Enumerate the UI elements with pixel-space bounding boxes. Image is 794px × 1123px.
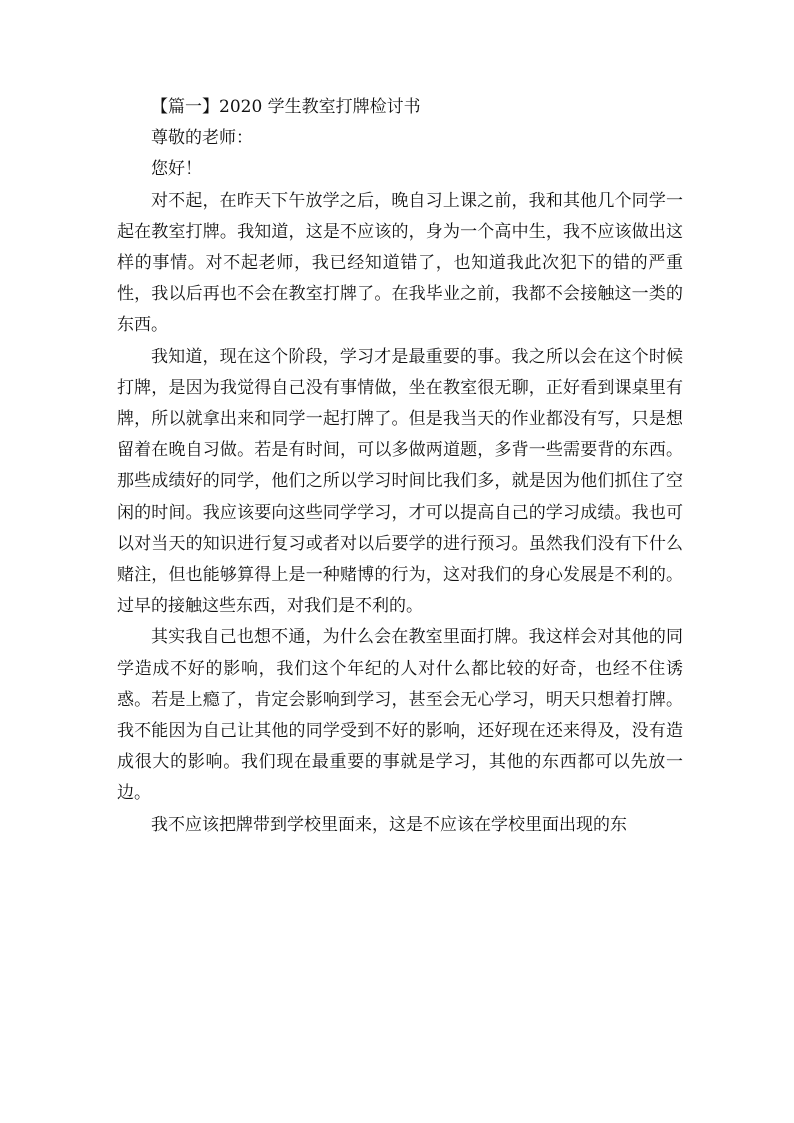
paragraph-3: 其实我自己也想不通，为什么会在教室里面打牌。我这样会对其他的同学造成不好的影响，我们这个年纪的人对什么都比较的好奇，也经不住诱惑。若是上瘾了，肯定会影响到学习，甚至会无心学习，明天只想着打牌。我不能因为自己让其他的同学受到不好的影响，还好现在还来得及，没有造成很大的影响。我们现在最重要的事就是学习，其他的东西都可以先放一边。 <box>117 627 683 804</box>
greeting: 您好！ <box>151 159 202 180</box>
paragraph-2: 我知道，现在这个阶段，学习才是最重要的事。我之所以会在这个时候打牌，是因为我觉得自己没有事情做，坐在教室很无聊，正好看到课桌里有牌，所以就拿出来和同学一起打牌了。但是我当天的作业都没有写，只是想留着在晚自习做。若是有时间，可以多做两道题，多背一些需要背的东西。那些成绩好的同学，他们之所以学习时间比我们多，就是因为他们抓住了空闲的时间。我应该要向这些同学学习，才可以提高自己的学习成绩。我也可以对当天的知识进行复习或者对以后要学的进行预习。虽然我们没有下什么赌注，但也能够算得上是一种赌博的行为，这对我们的身心发展是不利的。过早的接触这些东西，对我们是不利的。 <box>117 346 683 617</box>
paragraph-4: 我不应该把牌带到学校里面来，这是不应该在学校里面出现的东 <box>151 814 627 835</box>
paragraph-1: 对不起，在昨天下午放学之后，晚自习上课之前，我和其他几个同学一起在教室打牌。我知道，这是不应该的，身为一个高中生，我不应该做出这样的事情。对不起老师，我已经知道错了，也知道我此次犯下的错的严重性，我以后再也不会在教室打牌了。在我毕业之前，我都不会接触这一类的东西。 <box>117 190 683 336</box>
document-title: 【篇一】2020 学生教室打牌检讨书 <box>151 97 421 117</box>
salutation: 尊敬的老师： <box>151 128 253 149</box>
document-page <box>117 92 683 841</box>
